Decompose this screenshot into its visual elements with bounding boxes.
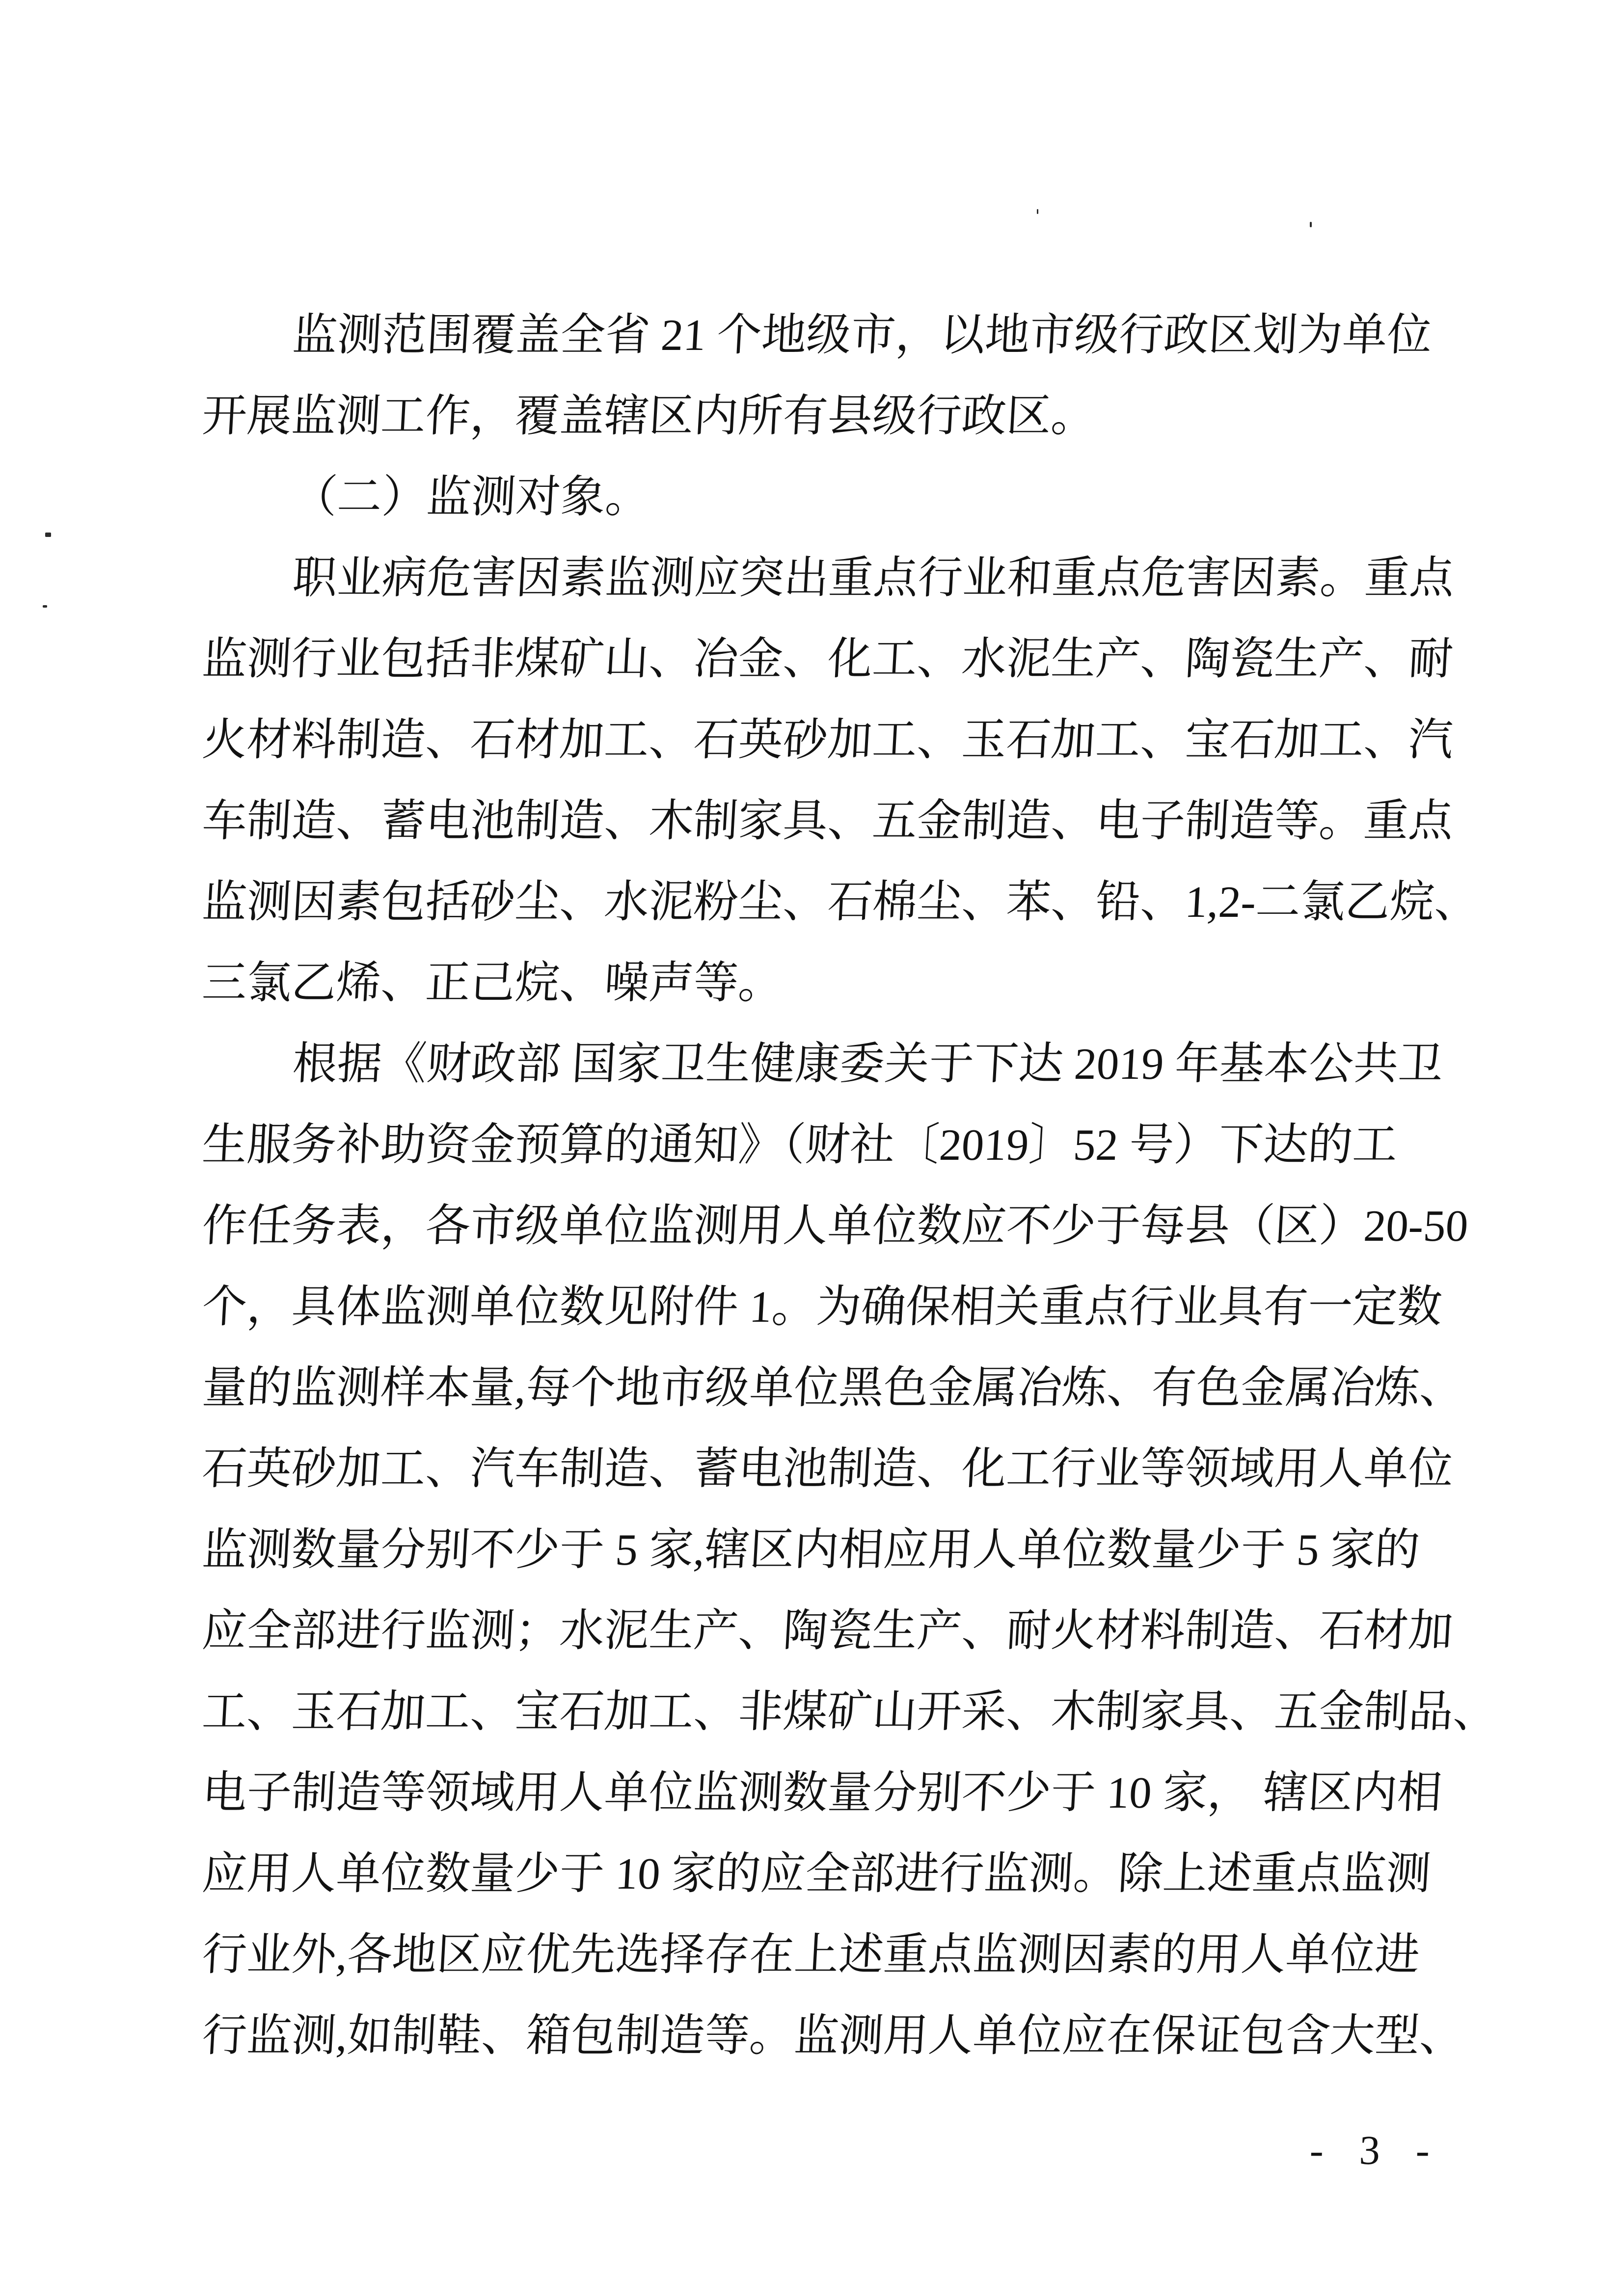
text-line: 三氯乙烯、正己烷、噪声等。 (201, 958, 785, 1008)
text-line: 应全部进行监测；水泥生产、陶瓷生产、耐火材料制造、石材加 (201, 1606, 1455, 1655)
text-line: 石英砂加工、汽车制造、蓄电池制造、化工行业等领域用人单位 (201, 1444, 1455, 1494)
text-line: 应用人单位数量少于 10 家的应全部进行监测。除上述重点监测 (201, 1849, 1433, 1898)
text-line: 监测数量分别不少于 5 家,辖区内相应用人单位数量少于 5 家的 (201, 1525, 1421, 1575)
text-line: 作任务表，各市级单位监测用人单位数应不少于每县（区）20-50 (201, 1201, 1470, 1251)
scan-speck (43, 605, 47, 608)
text-line: 根据《财政部 国家卫生健康委关于下达 2019 年基本公共卫 (291, 1039, 1445, 1089)
section-heading: （二）监测对象。 (291, 472, 651, 522)
scan-speck (1310, 222, 1312, 227)
scan-speck (45, 533, 51, 537)
document-body (201, 294, 1499, 2076)
text-line: 职业病危害因素监测应突出重点行业和重点危害因素。重点 (291, 553, 1456, 603)
scan-speck (1037, 209, 1038, 214)
text-line: 行监测,如制鞋、箱包制造等。监测用人单位应在保证包含大型、 (201, 2011, 1466, 2060)
text-line: 行业外,各地区应优先选择存在上述重点监测因素的用人单位进 (201, 1930, 1421, 1979)
page-number: - 3 - (1309, 2128, 1443, 2173)
text-line: 开展监测工作，覆盖辖区内所有县级行政区。 (201, 391, 1097, 441)
text-line: 个，具体监测单位数见附件 1。为确保相关重点行业具有一定数 (201, 1282, 1444, 1332)
text-line: 量的监测样本量,每个地市级单位黑色金属冶炼、有色金属冶炼、 (201, 1363, 1466, 1413)
text-line: 工、玉石加工、宝石加工、非煤矿山开采、木制家具、五金制品、 (201, 1687, 1499, 1736)
text-line: 监测因素包括砂尘、水泥粉尘、石棉尘、苯、铅、1,2-二氯乙烷、 (201, 877, 1481, 927)
text-line: 生服务补助资金预算的通知》（财社〔2019〕52 号）下达的工 (201, 1120, 1399, 1170)
text-line: 监测范围覆盖全省 21 个地级市，以地市级行政区划为单位 (291, 310, 1434, 360)
text-line: 火材料制造、石材加工、石英砂加工、玉石加工、宝石加工、汽 (201, 715, 1455, 765)
text-line: 监测行业包括非煤矿山、冶金、化工、水泥生产、陶瓷生产、耐 (201, 634, 1455, 684)
text-line: 电子制造等领域用人单位监测数量分别不少于 10 家， 辖区内相 (201, 1768, 1444, 1817)
text-line: 车制造、蓄电池制造、木制家具、五金制造、电子制造等。重点 (201, 796, 1455, 846)
